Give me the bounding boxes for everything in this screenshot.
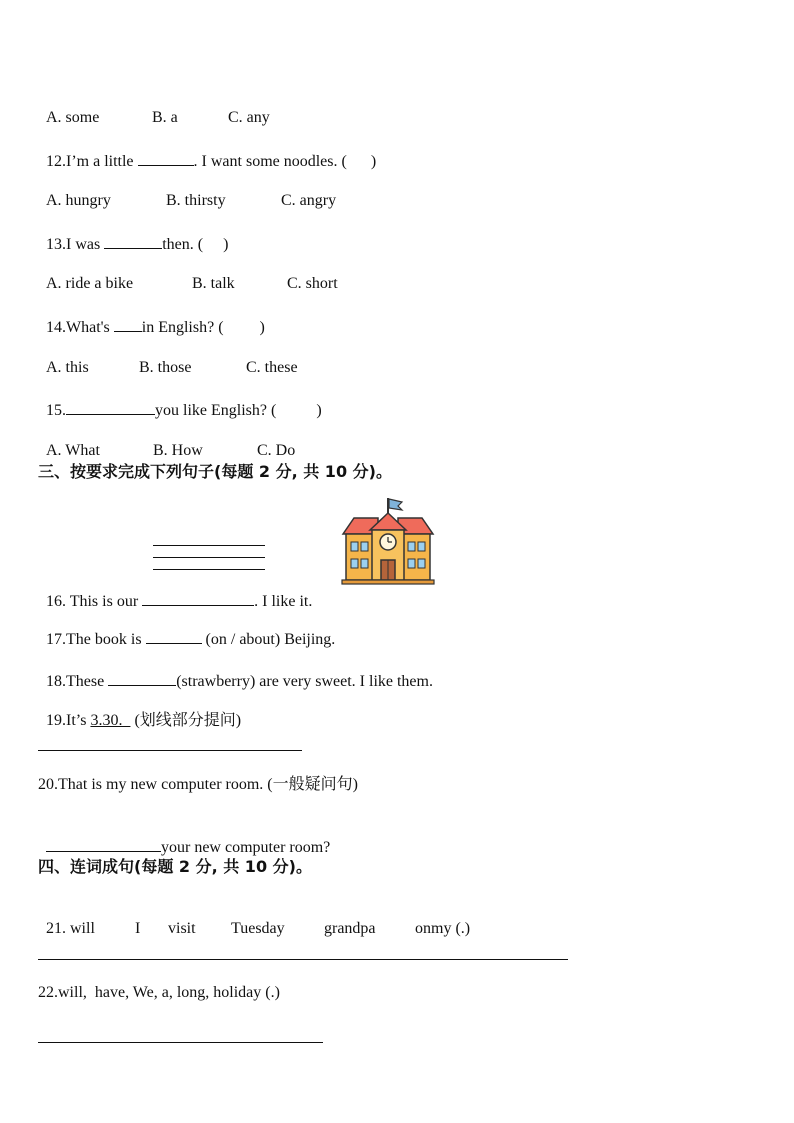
q12-option-c: C. angry xyxy=(281,192,337,209)
q13-options xyxy=(38,254,338,294)
q16-text-post: . I like it. xyxy=(254,593,313,610)
q17-text-post: (on / about) Beijing. xyxy=(201,631,336,648)
q15-options xyxy=(38,421,295,461)
q20-answer xyxy=(38,816,330,858)
q21-word: visit xyxy=(168,920,196,937)
q21-word: onmy (.) xyxy=(415,920,471,937)
q12-text-pre: 12.I’m a little xyxy=(46,153,138,170)
q21-word: I xyxy=(135,920,141,937)
q14-text-post: in English? ( ) xyxy=(141,319,265,336)
q13-blank[interactable] xyxy=(104,233,162,249)
question-13 xyxy=(38,213,228,255)
question-18 xyxy=(38,650,433,692)
q15-text-pre: 15. xyxy=(46,402,66,419)
q13-text-pre: 13.I was xyxy=(46,236,105,253)
q16-stacked-line-1 xyxy=(153,545,265,546)
question-14 xyxy=(38,296,265,338)
q11-option-b: B. a xyxy=(152,109,178,126)
section-3-heading: 三、按要求完成下列句子(每题 2 分, 共 10 分)。 xyxy=(38,462,392,481)
q11-option-a: A. some xyxy=(46,109,100,126)
q13-option-b: B. talk xyxy=(192,275,235,292)
question-17 xyxy=(38,608,335,650)
q14-option-b: B. those xyxy=(139,359,192,376)
q14-option-a: A. this xyxy=(46,359,89,376)
q15-option-a: A. What xyxy=(46,442,100,459)
q15-option-b: B. How xyxy=(153,442,203,459)
q15-text-post: you like English? ( ) xyxy=(155,402,322,419)
q12-option-a: A. hungry xyxy=(46,192,111,209)
q13-option-a: A. ride a bike xyxy=(46,275,134,292)
q18-text-pre: 18.These xyxy=(46,673,109,690)
q21-answer-line[interactable] xyxy=(38,959,568,960)
question-15 xyxy=(38,379,322,421)
q12-blank[interactable] xyxy=(138,150,194,166)
q11-option-c: C. any xyxy=(228,109,270,126)
q20-answer-post: your new computer room? xyxy=(161,839,331,856)
q13-text-post: then. ( ) xyxy=(162,236,229,253)
q17-text-pre: 17.The book is xyxy=(46,631,146,648)
q19-underlined-time: 3.30. xyxy=(90,712,131,729)
q12-option-b: B. thirsty xyxy=(166,192,226,209)
q21-word: 21. will xyxy=(46,920,95,937)
question-20: 20.That is my new computer room. (一般疑问句) xyxy=(38,776,358,793)
q14-option-c: C. these xyxy=(246,359,298,376)
q15-blank[interactable] xyxy=(66,399,155,415)
q15-option-c: C. Do xyxy=(257,442,296,459)
section-4-heading: 四、连词成句(每题 2 分, 共 10 分)。 xyxy=(38,857,312,876)
q14-options xyxy=(38,338,298,378)
q20-blank[interactable] xyxy=(46,836,161,852)
school-building-icon xyxy=(340,496,436,586)
q22-answer-line[interactable] xyxy=(38,1042,323,1043)
q12-text-post: . I want some noodles. ( ) xyxy=(193,153,377,170)
q19-text-post: (划线部分提问) xyxy=(130,712,242,729)
q13-option-c: C. short xyxy=(287,275,338,292)
q19-answer-line[interactable] xyxy=(38,750,302,751)
q16-text-pre: 16. This is our xyxy=(46,593,143,610)
q11-options xyxy=(38,88,270,128)
question-16 xyxy=(38,570,312,612)
q21-word: Tuesday xyxy=(231,920,285,937)
q18-blank[interactable] xyxy=(108,670,176,686)
q17-blank[interactable] xyxy=(146,628,202,644)
question-19 xyxy=(38,691,241,731)
q16-stacked-line-2 xyxy=(153,557,265,558)
q19-text-pre: 19.It’s xyxy=(46,712,91,729)
q16-blank[interactable] xyxy=(142,590,254,606)
q12-options xyxy=(38,171,336,211)
q21-word: grandpa xyxy=(324,920,376,937)
q18-text-post: (strawberry) are very sweet. I like them. xyxy=(176,673,433,690)
question-12 xyxy=(38,130,376,172)
q14-blank[interactable] xyxy=(114,316,142,332)
question-22: 22.will, have, We, a, long, holiday (.) xyxy=(38,984,280,1001)
question-21 xyxy=(38,899,470,939)
q14-text-pre: 14.What's xyxy=(46,319,114,336)
